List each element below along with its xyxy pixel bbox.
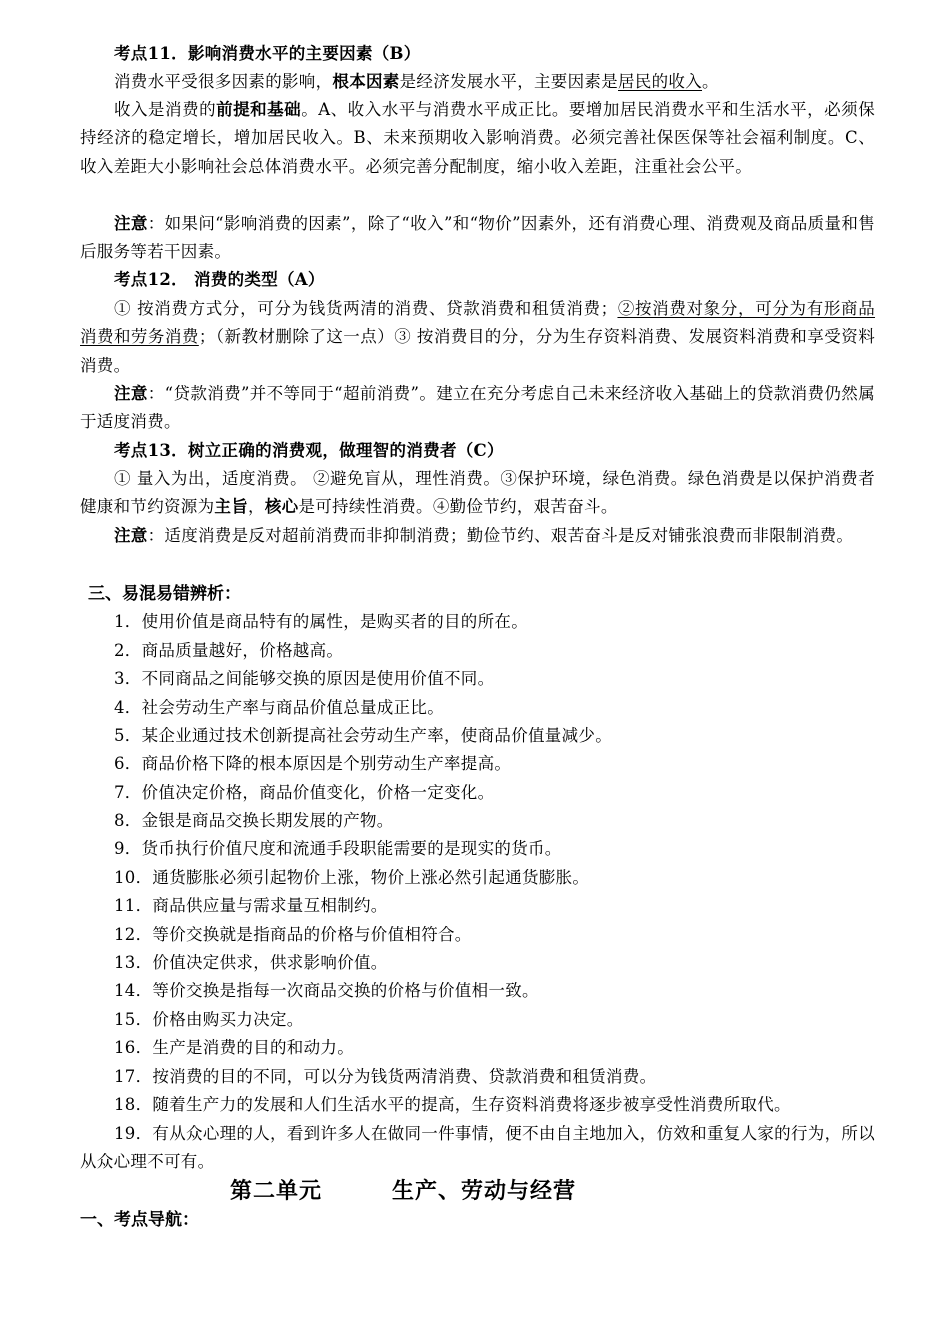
note-text: ：“贷款消费”并不等同于“超前消费”。建立在充分考虑自己未来经济收入基础上的贷款消费仍然属于适度消费。 (80, 384, 875, 432)
note-label: 注意 (114, 214, 148, 233)
list-item: 4．社会劳动生产率与商品价值总量成正比。 (114, 698, 444, 717)
unit-2-heading (230, 1176, 576, 1206)
text-run: 。A、收入水平与消费水平成正比。要增加居民消费水平和生活水平，必须保持经济的稳定增长，增加居民收入。B、未来预期收入影响消费。必须完善社保医保等社会福利制度。C、收入差距大小影响社会总体消费水平。必须完善分配制度，缩小收入差距，注重社会公平。 (80, 100, 875, 176)
list-item: 12．等价交换就是指商品的价格与价值相符合。 (114, 925, 472, 944)
text-run: ；（新教材删除了这一点）③ 按消费目的分，分为生存资料消费、发展资料消费和享受资料消费。 (80, 327, 875, 375)
unit-label: 第二单元 (230, 1178, 323, 1204)
underlined-income: 居民的收入 (618, 72, 703, 91)
list-item: 15．价格由购买力决定。 (114, 1010, 304, 1029)
list-item: 5．某企业通过技术创新提高社会劳动生产率，使商品价值量减少。 (114, 726, 612, 745)
unit-title: 生产、劳动与经营 (392, 1178, 577, 1204)
text-run: ① 按消费方式分，可分为钱货两清的消费、贷款消费和租赁消费； (114, 299, 618, 318)
kd11-paragraph-2 (80, 96, 875, 181)
kd12-paragraph-1 (80, 295, 875, 380)
note-label: 注意 (114, 526, 148, 545)
emphasis-core: 核心 (264, 497, 299, 517)
list-item: 19．有从众心理的人，看到许多人在做同一件事情，便不由自主地加入，仿效和重复人家的行为，所以从众心理不可有。 (80, 1124, 875, 1172)
list-item: 16．生产是消费的目的和动力。 (114, 1038, 354, 1057)
note-text: ：适度消费是反对超前消费而非抑制消费；勤俭节约、艰苦奋斗是反对铺张浪费而非限制消费。 (147, 526, 854, 545)
kd11-note (80, 210, 875, 267)
list-item: 18．随着生产力的发展和人们生活水平的提高，生存资料消费将逐步被享受性消费所取代。 (114, 1095, 791, 1114)
list-item: 14．等价交换是指每一次商品交换的价格与价值相一致。 (114, 981, 539, 1000)
text-run: 是可持续性消费。④勤俭节约，艰苦奋斗。 (298, 497, 618, 517)
list-item: 3．不同商品之间能够交换的原因是使用价值不同。 (114, 669, 495, 688)
kd13-note (80, 522, 875, 550)
list-item: 13．价值决定供求，供求影响价值。 (114, 953, 388, 972)
kd12-title: 考点12． 消费的类型（A） (114, 270, 325, 289)
list-item: 6．商品价格下降的根本原因是个别劳动生产率提高。 (114, 754, 512, 773)
list-item: 8．金银是商品交换长期发展的产物。 (114, 811, 394, 830)
text-run: 。 (702, 72, 719, 91)
note-text: ：如果问“影响消费的因素”，除了“收入”和“物价”因素外，还有消费心理、消费观及商品质量和售后服务等若干因素。 (80, 214, 875, 262)
emphasis-premise-basis: 前提和基础 (216, 100, 302, 119)
list-item: 10．通货膨胀必须引起物价上涨，物价上涨必然引起通货膨胀。 (114, 868, 590, 887)
kd13-paragraph-1 (80, 465, 875, 522)
underlined-consumption-object: ②按消费对象分，可分为有形商品消费和劳务消费 (80, 299, 876, 347)
text-run: 消费水平受很多因素的影响， (114, 72, 333, 91)
list-item: 7．价值决定价格，商品价值变化，价格一定变化。 (114, 783, 495, 802)
text-run: ， (248, 497, 265, 517)
text-run: ① 量入为出，适度消费。 ②避免盲从，理性消费。③保护环境，绿色消费。绿色消费是以保护消费者健康和节约资源为 (80, 469, 875, 517)
list-item: 11．商品供应量与需求量互相制约。 (114, 896, 388, 915)
emphasis-root-factor: 根本因素 (332, 72, 400, 91)
section-1-heading: 一、考点导航： (80, 1210, 199, 1230)
emphasis-main-purpose: 主旨 (214, 497, 249, 517)
kd13-title: 考点13．树立正确的消费观，做理智的消费者（C） (114, 441, 504, 460)
kd11-paragraph-1 (80, 68, 875, 96)
list-item: 2．商品质量越好，价格越高。 (114, 641, 344, 660)
list-item: 17．按消费的目的不同，可以分为钱货两清消费、贷款消费和租赁消费。 (114, 1067, 657, 1086)
kd12-note (80, 380, 875, 437)
list-item: 9．货币执行价值尺度和流通手段职能需要的是现实的货币。 (114, 839, 562, 858)
list-item: 1．使用价值是商品特有的属性，是购买者的目的所在。 (114, 612, 528, 631)
text-run: 是经济发展水平，主要因素是 (399, 72, 619, 91)
text-run: 收入是消费的 (114, 100, 217, 119)
section-3-heading: 三、易混易错辨析： (88, 584, 241, 604)
kd11-title: 考点11．影响消费水平的主要因素（B） (114, 44, 421, 63)
note-label: 注意 (114, 384, 148, 403)
